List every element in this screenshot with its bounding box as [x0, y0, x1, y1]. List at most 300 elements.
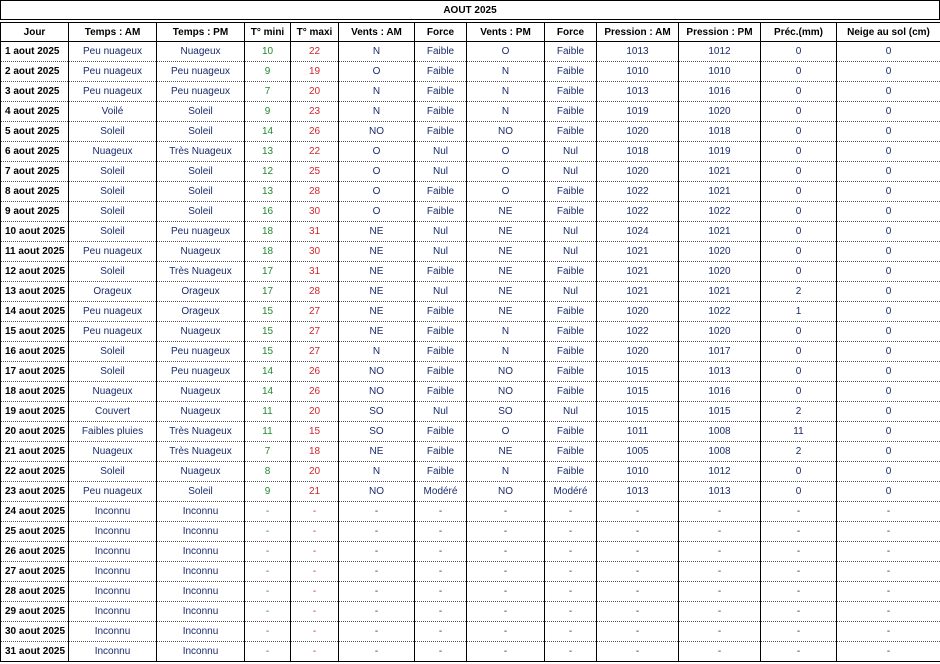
- weather-pm-cell: Inconnu: [157, 562, 245, 582]
- snow-cell: 0: [837, 122, 940, 142]
- tmax-cell: -: [291, 622, 339, 642]
- header-pression-am: Pression : AM: [597, 23, 679, 42]
- wind-am-cell: -: [339, 622, 415, 642]
- force-pm-cell: Faible: [545, 202, 597, 222]
- tmax-cell: 19: [291, 62, 339, 82]
- table-row: [1, 202, 940, 222]
- force-pm-cell: -: [545, 622, 597, 642]
- force-am-cell: Faible: [415, 382, 467, 402]
- pressure-pm-cell: -: [679, 542, 761, 562]
- weather-pm-cell: Très Nuageux: [157, 142, 245, 162]
- tmax-cell: 20: [291, 402, 339, 422]
- force-am-cell: -: [415, 522, 467, 542]
- force-am-cell: Nul: [415, 142, 467, 162]
- pressure-pm-cell: 1019: [679, 142, 761, 162]
- weather-pm-cell: Très Nuageux: [157, 262, 245, 282]
- pressure-pm-cell: -: [679, 642, 761, 662]
- pressure-pm-cell: 1018: [679, 122, 761, 142]
- tmin-cell: 9: [245, 62, 291, 82]
- snow-cell: 0: [837, 242, 940, 262]
- wind-pm-cell: NE: [467, 202, 545, 222]
- weather-pm-cell: Inconnu: [157, 542, 245, 562]
- tmax-cell: 15: [291, 422, 339, 442]
- pressure-am-cell: 1024: [597, 222, 679, 242]
- force-pm-cell: Faible: [545, 462, 597, 482]
- wind-pm-cell: -: [467, 542, 545, 562]
- weather-pm-cell: Nuageux: [157, 42, 245, 62]
- weather-am-cell: Inconnu: [69, 602, 157, 622]
- header-t-mini: T° mini: [245, 23, 291, 42]
- pressure-pm-cell: 1021: [679, 222, 761, 242]
- precip-cell: 0: [761, 482, 837, 502]
- pressure-pm-cell: 1020: [679, 242, 761, 262]
- weather-pm-cell: Inconnu: [157, 582, 245, 602]
- force-am-cell: Nul: [415, 242, 467, 262]
- pressure-pm-cell: 1010: [679, 62, 761, 82]
- pressure-pm-cell: 1020: [679, 322, 761, 342]
- weather-am-cell: Soleil: [69, 342, 157, 362]
- snow-cell: 0: [837, 82, 940, 102]
- force-am-cell: -: [415, 502, 467, 522]
- table-row: [1, 502, 940, 522]
- weather-pm-cell: Peu nuageux: [157, 362, 245, 382]
- table-row: [1, 342, 940, 362]
- header-row: [1, 23, 940, 42]
- wind-pm-cell: N: [467, 462, 545, 482]
- day-cell: 6 aout 2025: [1, 142, 69, 162]
- tmax-cell: 20: [291, 462, 339, 482]
- day-cell: 9 aout 2025: [1, 202, 69, 222]
- pressure-am-cell: 1013: [597, 482, 679, 502]
- wind-pm-cell: N: [467, 82, 545, 102]
- table-row: [1, 62, 940, 82]
- wind-am-cell: -: [339, 562, 415, 582]
- pressure-pm-cell: 1012: [679, 462, 761, 482]
- precip-cell: 0: [761, 362, 837, 382]
- wind-am-cell: O: [339, 182, 415, 202]
- pressure-am-cell: 1020: [597, 302, 679, 322]
- tmax-cell: 23: [291, 102, 339, 122]
- day-cell: 26 aout 2025: [1, 542, 69, 562]
- force-am-cell: Faible: [415, 262, 467, 282]
- snow-cell: 0: [837, 382, 940, 402]
- weather-table: [0, 22, 940, 662]
- day-cell: 13 aout 2025: [1, 282, 69, 302]
- wind-am-cell: NO: [339, 362, 415, 382]
- weather-pm-cell: Soleil: [157, 122, 245, 142]
- wind-pm-cell: O: [467, 162, 545, 182]
- pressure-am-cell: 1005: [597, 442, 679, 462]
- wind-pm-cell: -: [467, 642, 545, 662]
- tmax-cell: 25: [291, 162, 339, 182]
- weather-pm-cell: Inconnu: [157, 622, 245, 642]
- weather-am-cell: Peu nuageux: [69, 82, 157, 102]
- table-row: [1, 282, 940, 302]
- tmin-cell: 16: [245, 202, 291, 222]
- weather-am-cell: Nuageux: [69, 442, 157, 462]
- tmax-cell: 26: [291, 362, 339, 382]
- day-cell: 18 aout 2025: [1, 382, 69, 402]
- tmax-cell: 28: [291, 282, 339, 302]
- tmin-cell: 9: [245, 482, 291, 502]
- force-pm-cell: Faible: [545, 342, 597, 362]
- precip-cell: -: [761, 542, 837, 562]
- weather-am-cell: Nuageux: [69, 382, 157, 402]
- table-row: [1, 382, 940, 402]
- table-row: [1, 582, 940, 602]
- table-row: [1, 602, 940, 622]
- weather-am-cell: Soleil: [69, 122, 157, 142]
- table-row: [1, 442, 940, 462]
- force-pm-cell: -: [545, 582, 597, 602]
- wind-am-cell: NE: [339, 322, 415, 342]
- tmin-cell: -: [245, 582, 291, 602]
- wind-am-cell: NE: [339, 302, 415, 322]
- day-cell: 2 aout 2025: [1, 62, 69, 82]
- wind-pm-cell: -: [467, 602, 545, 622]
- precip-cell: -: [761, 522, 837, 542]
- weather-am-cell: Orageux: [69, 282, 157, 302]
- precip-cell: 0: [761, 142, 837, 162]
- force-pm-cell: Faible: [545, 322, 597, 342]
- force-pm-cell: Faible: [545, 362, 597, 382]
- weather-am-cell: Nuageux: [69, 142, 157, 162]
- force-pm-cell: -: [545, 602, 597, 622]
- wind-pm-cell: NE: [467, 442, 545, 462]
- tmin-cell: 8: [245, 462, 291, 482]
- table-row: [1, 642, 940, 662]
- wind-am-cell: NE: [339, 242, 415, 262]
- weather-pm-cell: Nuageux: [157, 462, 245, 482]
- pressure-am-cell: -: [597, 642, 679, 662]
- tmin-cell: -: [245, 542, 291, 562]
- tmin-cell: -: [245, 502, 291, 522]
- force-am-cell: Faible: [415, 322, 467, 342]
- precip-cell: 0: [761, 222, 837, 242]
- wind-am-cell: -: [339, 582, 415, 602]
- force-pm-cell: -: [545, 542, 597, 562]
- wind-am-cell: NE: [339, 442, 415, 462]
- weather-am-cell: Peu nuageux: [69, 62, 157, 82]
- wind-pm-cell: SO: [467, 402, 545, 422]
- precip-cell: 2: [761, 282, 837, 302]
- weather-am-cell: Peu nuageux: [69, 302, 157, 322]
- force-pm-cell: -: [545, 562, 597, 582]
- header-pression-pm: Pression : PM: [679, 23, 761, 42]
- pressure-am-cell: -: [597, 522, 679, 542]
- wind-am-cell: NE: [339, 262, 415, 282]
- pressure-am-cell: -: [597, 582, 679, 602]
- wind-pm-cell: NO: [467, 382, 545, 402]
- wind-pm-cell: N: [467, 102, 545, 122]
- pressure-am-cell: -: [597, 542, 679, 562]
- weather-am-cell: Inconnu: [69, 562, 157, 582]
- pressure-am-cell: 1022: [597, 182, 679, 202]
- pressure-am-cell: 1015: [597, 382, 679, 402]
- snow-cell: 0: [837, 302, 940, 322]
- weather-pm-cell: Inconnu: [157, 602, 245, 622]
- force-am-cell: -: [415, 602, 467, 622]
- tmax-cell: -: [291, 502, 339, 522]
- pressure-am-cell: -: [597, 622, 679, 642]
- force-pm-cell: Nul: [545, 402, 597, 422]
- weather-am-cell: Inconnu: [69, 582, 157, 602]
- table-row: [1, 222, 940, 242]
- precip-cell: 0: [761, 462, 837, 482]
- precip-cell: 0: [761, 62, 837, 82]
- pressure-pm-cell: 1016: [679, 82, 761, 102]
- weather-am-cell: Soleil: [69, 362, 157, 382]
- wind-pm-cell: NE: [467, 282, 545, 302]
- sheet-title: AOUT 2025: [0, 0, 940, 20]
- force-am-cell: Faible: [415, 82, 467, 102]
- force-am-cell: Faible: [415, 182, 467, 202]
- pressure-am-cell: 1013: [597, 82, 679, 102]
- wind-pm-cell: N: [467, 62, 545, 82]
- tmin-cell: 18: [245, 222, 291, 242]
- force-am-cell: Nul: [415, 222, 467, 242]
- wind-pm-cell: O: [467, 422, 545, 442]
- weather-pm-cell: Peu nuageux: [157, 62, 245, 82]
- weather-am-cell: Soleil: [69, 262, 157, 282]
- tmax-cell: 21: [291, 482, 339, 502]
- day-cell: 29 aout 2025: [1, 602, 69, 622]
- tmax-cell: 18: [291, 442, 339, 462]
- table-row: [1, 102, 940, 122]
- precip-cell: 0: [761, 202, 837, 222]
- wind-am-cell: N: [339, 82, 415, 102]
- day-cell: 19 aout 2025: [1, 402, 69, 422]
- wind-am-cell: -: [339, 602, 415, 622]
- wind-pm-cell: -: [467, 502, 545, 522]
- tmin-cell: 14: [245, 122, 291, 142]
- tmax-cell: 31: [291, 262, 339, 282]
- force-pm-cell: Faible: [545, 182, 597, 202]
- tmin-cell: -: [245, 522, 291, 542]
- weather-pm-cell: Très Nuageux: [157, 422, 245, 442]
- day-cell: 25 aout 2025: [1, 522, 69, 542]
- weather-pm-cell: Nuageux: [157, 242, 245, 262]
- day-cell: 24 aout 2025: [1, 502, 69, 522]
- force-pm-cell: -: [545, 522, 597, 542]
- tmin-cell: 17: [245, 262, 291, 282]
- tmax-cell: 20: [291, 82, 339, 102]
- force-am-cell: -: [415, 622, 467, 642]
- table-row: [1, 162, 940, 182]
- table-row: [1, 402, 940, 422]
- precip-cell: 0: [761, 122, 837, 142]
- precip-cell: -: [761, 582, 837, 602]
- table-row: [1, 242, 940, 262]
- pressure-pm-cell: 1021: [679, 282, 761, 302]
- force-pm-cell: Faible: [545, 302, 597, 322]
- snow-cell: 0: [837, 262, 940, 282]
- tmin-cell: 11: [245, 402, 291, 422]
- day-cell: 1 aout 2025: [1, 42, 69, 62]
- pressure-am-cell: 1010: [597, 62, 679, 82]
- snow-cell: 0: [837, 182, 940, 202]
- tmax-cell: 22: [291, 142, 339, 162]
- force-am-cell: -: [415, 542, 467, 562]
- snow-cell: 0: [837, 142, 940, 162]
- day-cell: 11 aout 2025: [1, 242, 69, 262]
- tmin-cell: 15: [245, 322, 291, 342]
- weather-am-cell: Soleil: [69, 202, 157, 222]
- wind-am-cell: N: [339, 342, 415, 362]
- snow-cell: -: [837, 602, 940, 622]
- wind-am-cell: -: [339, 502, 415, 522]
- wind-am-cell: N: [339, 462, 415, 482]
- weather-am-cell: Inconnu: [69, 622, 157, 642]
- weather-am-cell: Faibles pluies: [69, 422, 157, 442]
- wind-am-cell: O: [339, 202, 415, 222]
- weather-pm-cell: Inconnu: [157, 642, 245, 662]
- force-pm-cell: Faible: [545, 82, 597, 102]
- force-pm-cell: Faible: [545, 42, 597, 62]
- precip-cell: 1: [761, 302, 837, 322]
- header-vents-pm: Vents : PM: [467, 23, 545, 42]
- wind-am-cell: NO: [339, 482, 415, 502]
- wind-am-cell: -: [339, 542, 415, 562]
- force-pm-cell: Nul: [545, 282, 597, 302]
- pressure-am-cell: 1020: [597, 342, 679, 362]
- header-neige: Neige au sol (cm): [837, 23, 940, 42]
- wind-am-cell: SO: [339, 402, 415, 422]
- pressure-pm-cell: -: [679, 502, 761, 522]
- tmin-cell: 13: [245, 182, 291, 202]
- weather-pm-cell: Nuageux: [157, 382, 245, 402]
- precip-cell: 0: [761, 182, 837, 202]
- force-am-cell: Faible: [415, 422, 467, 442]
- pressure-am-cell: 1020: [597, 122, 679, 142]
- pressure-pm-cell: 1013: [679, 362, 761, 382]
- table-row: [1, 422, 940, 442]
- tmax-cell: -: [291, 562, 339, 582]
- snow-cell: -: [837, 582, 940, 602]
- day-cell: 21 aout 2025: [1, 442, 69, 462]
- tmin-cell: 15: [245, 302, 291, 322]
- pressure-am-cell: 1015: [597, 362, 679, 382]
- snow-cell: 0: [837, 362, 940, 382]
- wind-am-cell: NO: [339, 122, 415, 142]
- force-pm-cell: Nul: [545, 142, 597, 162]
- day-cell: 28 aout 2025: [1, 582, 69, 602]
- pressure-am-cell: 1022: [597, 322, 679, 342]
- day-cell: 16 aout 2025: [1, 342, 69, 362]
- snow-cell: -: [837, 622, 940, 642]
- snow-cell: -: [837, 642, 940, 662]
- force-am-cell: Faible: [415, 102, 467, 122]
- table-row: [1, 622, 940, 642]
- day-cell: 12 aout 2025: [1, 262, 69, 282]
- wind-pm-cell: -: [467, 562, 545, 582]
- pressure-am-cell: 1018: [597, 142, 679, 162]
- force-pm-cell: -: [545, 642, 597, 662]
- weather-am-cell: Soleil: [69, 162, 157, 182]
- table-row: [1, 322, 940, 342]
- snow-cell: 0: [837, 482, 940, 502]
- snow-cell: 0: [837, 62, 940, 82]
- pressure-pm-cell: 1016: [679, 382, 761, 402]
- pressure-am-cell: 1019: [597, 102, 679, 122]
- tmax-cell: 30: [291, 202, 339, 222]
- snow-cell: 0: [837, 162, 940, 182]
- header-jour: Jour: [1, 23, 69, 42]
- tmax-cell: 26: [291, 382, 339, 402]
- weather-pm-cell: Nuageux: [157, 402, 245, 422]
- snow-cell: -: [837, 522, 940, 542]
- table-row: [1, 462, 940, 482]
- tmin-cell: 7: [245, 442, 291, 462]
- wind-pm-cell: -: [467, 622, 545, 642]
- precip-cell: 0: [761, 82, 837, 102]
- tmin-cell: 7: [245, 82, 291, 102]
- weather-pm-cell: Soleil: [157, 482, 245, 502]
- precip-cell: 2: [761, 402, 837, 422]
- precip-cell: -: [761, 562, 837, 582]
- pressure-pm-cell: 1020: [679, 262, 761, 282]
- wind-am-cell: -: [339, 642, 415, 662]
- table-body: [1, 42, 940, 662]
- force-am-cell: Faible: [415, 462, 467, 482]
- pressure-am-cell: -: [597, 562, 679, 582]
- force-pm-cell: -: [545, 502, 597, 522]
- pressure-am-cell: 1021: [597, 282, 679, 302]
- wind-am-cell: SO: [339, 422, 415, 442]
- pressure-pm-cell: 1017: [679, 342, 761, 362]
- weather-pm-cell: Peu nuageux: [157, 342, 245, 362]
- precip-cell: 11: [761, 422, 837, 442]
- tmax-cell: -: [291, 642, 339, 662]
- weather-pm-cell: Orageux: [157, 302, 245, 322]
- tmin-cell: -: [245, 622, 291, 642]
- force-am-cell: -: [415, 582, 467, 602]
- day-cell: 20 aout 2025: [1, 422, 69, 442]
- day-cell: 15 aout 2025: [1, 322, 69, 342]
- tmin-cell: 18: [245, 242, 291, 262]
- wind-am-cell: NE: [339, 282, 415, 302]
- tmin-cell: 11: [245, 422, 291, 442]
- tmax-cell: -: [291, 522, 339, 542]
- pressure-pm-cell: 1012: [679, 42, 761, 62]
- wind-pm-cell: NE: [467, 302, 545, 322]
- day-cell: 14 aout 2025: [1, 302, 69, 322]
- weather-pm-cell: Soleil: [157, 162, 245, 182]
- weather-am-cell: Voilé: [69, 102, 157, 122]
- weather-am-cell: Inconnu: [69, 642, 157, 662]
- day-cell: 5 aout 2025: [1, 122, 69, 142]
- precip-cell: -: [761, 622, 837, 642]
- force-pm-cell: Faible: [545, 382, 597, 402]
- pressure-pm-cell: -: [679, 602, 761, 622]
- snow-cell: 0: [837, 422, 940, 442]
- wind-am-cell: O: [339, 142, 415, 162]
- pressure-pm-cell: 1020: [679, 102, 761, 122]
- force-pm-cell: Faible: [545, 62, 597, 82]
- table-row: [1, 482, 940, 502]
- tmax-cell: -: [291, 582, 339, 602]
- wind-am-cell: NE: [339, 222, 415, 242]
- weather-am-cell: Soleil: [69, 222, 157, 242]
- precip-cell: 0: [761, 242, 837, 262]
- weather-pm-cell: Nuageux: [157, 322, 245, 342]
- pressure-am-cell: 1021: [597, 262, 679, 282]
- snow-cell: 0: [837, 222, 940, 242]
- wind-pm-cell: N: [467, 342, 545, 362]
- wind-pm-cell: N: [467, 322, 545, 342]
- tmin-cell: -: [245, 562, 291, 582]
- snow-cell: -: [837, 502, 940, 522]
